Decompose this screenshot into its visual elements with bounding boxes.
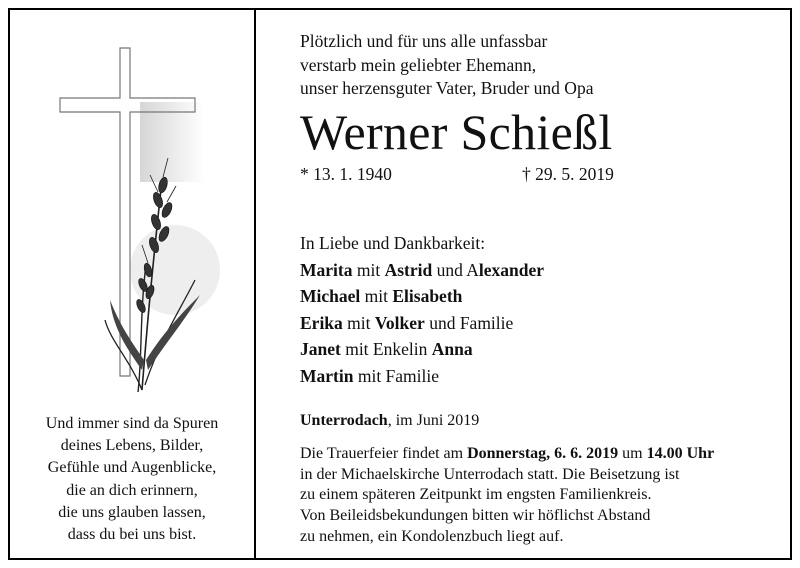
funeral-date: Donnerstag, 6. 6. 2019	[467, 445, 619, 462]
mourner-connector: mit	[352, 259, 385, 280]
mourners-heading: In Liebe und Dankbarkeit:	[300, 233, 486, 253]
notice-text: Die Trauerfeier findet am	[300, 445, 468, 462]
intro-line: verstarb mein geliebter Ehemann,	[300, 54, 537, 75]
notice-line: zu einem späteren Zeitpunkt im engsten Familienkreis.	[300, 486, 652, 504]
place-date	[300, 412, 479, 430]
notice-line: Von Beileidsbekundungen bitten wir höflichst Abstand	[300, 507, 651, 525]
mourner-name: Marita	[300, 259, 353, 280]
mourner-connector: mit Enkelin	[340, 339, 432, 359]
mourner-name: Erika	[300, 312, 343, 333]
column-divider	[254, 8, 256, 560]
notice-line	[300, 444, 714, 465]
poem-line: dass du bei uns bist.	[67, 526, 197, 544]
poem-line: deines Lebens, Bilder,	[60, 437, 204, 455]
mourner-name: Michael	[300, 286, 361, 306]
intro-line: unser herzensguter Vater, Bruder und Opa	[300, 78, 594, 98]
mourner-connector: und Familie	[424, 312, 514, 333]
mourners-block	[300, 230, 544, 389]
deceased-name: Werner Schießl	[300, 104, 613, 160]
mourner-line	[300, 283, 544, 310]
poem-line: Gefühle und Augenblicke,	[47, 459, 217, 477]
mourner-name: Anna	[431, 339, 473, 359]
mourner-connector: mit	[342, 312, 375, 333]
mourner-connector: mit	[360, 286, 393, 306]
mourner-name: Volker	[374, 312, 425, 333]
mourner-name: Martin	[300, 365, 354, 386]
place-month: , im Juni 2019	[387, 412, 480, 429]
mourner-connector: und A	[432, 259, 479, 280]
death-date: † 29. 5. 2019	[522, 164, 614, 184]
place-town: Unterrodach	[300, 412, 388, 429]
intro-text	[300, 30, 593, 101]
mourner-name: Elisabeth	[392, 286, 463, 306]
birth-date: * 13. 1. 1940	[300, 164, 392, 184]
cross-with-wheat-icon	[50, 40, 240, 400]
mourner-line	[300, 257, 544, 284]
mourner-line	[300, 310, 544, 337]
poem-line: die an dich erinnern,	[66, 481, 198, 499]
mourner-line	[300, 363, 544, 390]
mourner-line	[300, 336, 544, 363]
poem-line: die uns glauben lassen,	[58, 503, 206, 521]
poem	[14, 413, 250, 546]
notice-line: zu nehmen, ein Kondolenzbuch liegt auf.	[300, 527, 564, 545]
poem-line: Und immer sind da Spuren	[45, 415, 219, 432]
notice-text: um	[618, 445, 647, 462]
mourner-name: lexander	[478, 259, 545, 280]
mourner-name: Janet	[300, 339, 341, 359]
mourner-connector: mit Familie	[353, 365, 440, 386]
intro-line: Plötzlich und für uns alle unfassbar	[300, 31, 548, 51]
notice-line: in der Michaelskirche Unterrodach statt. Die Beisetzung ist	[300, 465, 680, 483]
funeral-notice	[300, 444, 714, 548]
funeral-time: 14.00 Uhr	[646, 445, 715, 462]
mourner-name: Astrid	[384, 259, 433, 280]
